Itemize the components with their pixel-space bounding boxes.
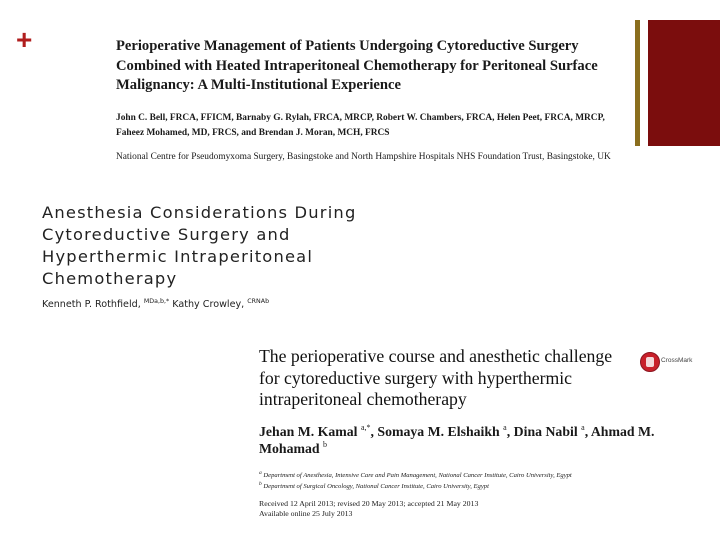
author-separator: , [584,423,591,439]
paper-2-title-line: Chemotherapy [42,269,178,288]
affiliation-marker: b [259,481,262,487]
affiliation-text: Department of Surgical Oncology, National Cancer Institute, Cairo University, Egypt [263,483,489,490]
author-name: Jehan M. Kamal [259,423,358,439]
plus-icon: + [16,24,33,55]
author-marker: a,* [360,422,371,432]
author-marker: b [265,298,270,305]
affiliation-line [259,469,699,481]
online-date: Available online 25 July 2013 [259,508,353,518]
paper-2-title [42,202,462,290]
author-name: Kenneth P. Rothfield, [42,299,141,310]
paper-1-authors: John C. Bell, FRCA, FFICM, Barnaby G. Rylah, FRCA, MRCP, Robert W. Chambers, FRCA, Helen Peet, FRCA, MRCP, Faheez Mohamed, MD, FRCS, and Brendan J. Moran, MCH, FRCS [116,112,605,138]
author-separator: , [370,423,378,439]
paper-1-affiliation: National Centre for Pseudomyxoma Surgery, Basingstoke and North Hampshire Hospitals NHS Foundation Trust, Basingstoke, UK [116,151,611,162]
paper-1-title: Perioperative Management of Patients Undergoing Cytoreductive Surgery Combined with Heated Intraperitoneal Chemotherapy for Peritoneal Surface Malignancy: A Multi-Institutional Experience [116,38,598,93]
decorative-maroon-bar [648,20,720,146]
author-name: Dina Nabil [513,423,578,439]
paper-1-header [116,37,616,165]
author-marker: a [503,422,507,432]
author-degree: MD [143,298,155,305]
affiliation-marker: a [259,469,262,476]
received-dates: Received 12 April 2013; revised 20 May 2013; accepted 21 May 2013 [259,498,479,508]
crossmark-label: CrossMark [661,357,693,364]
paper-2-title-line: Hyperthermic Intraperitoneal [42,247,314,266]
paper-3-title [259,346,699,411]
author-name: Kathy Crowley, [172,299,245,310]
author-degree: CRNA [247,298,266,305]
author-name: Ahmad M. Mohamad [259,423,655,456]
paper-2-header [42,202,462,310]
author-marker: a [581,422,585,432]
paper-2-authors [42,298,462,310]
paper-3-title-line: The perioperative course and anesthetic challenge [259,346,613,366]
paper-3-header [259,346,699,519]
paper-3-title-line: intraperitoneal chemotherapy [259,389,467,409]
decorative-gold-bar [635,20,640,146]
paper-3-title-line: for cytoreductive surgery with hyperthermic [259,367,573,388]
paper-3-authors [259,423,699,457]
author-separator: , [506,423,514,439]
paper-2-title-line: Cytoreductive Surgery and [42,225,291,244]
paper-2-title-line: Anesthesia Considerations During [42,203,357,222]
affiliation-line [259,480,699,492]
affiliation-text: Department of Anesthesia, Intensive Care and Pain Management, National Cancer Institute, Cairo University, Egypt [263,471,572,479]
author-marker: a,b,* [154,298,170,305]
author-marker: b [323,439,328,449]
author-name: Somaya M. Elshaikh [377,423,500,439]
paper-3-affiliations [259,469,699,492]
paper-3-dates [259,499,699,519]
